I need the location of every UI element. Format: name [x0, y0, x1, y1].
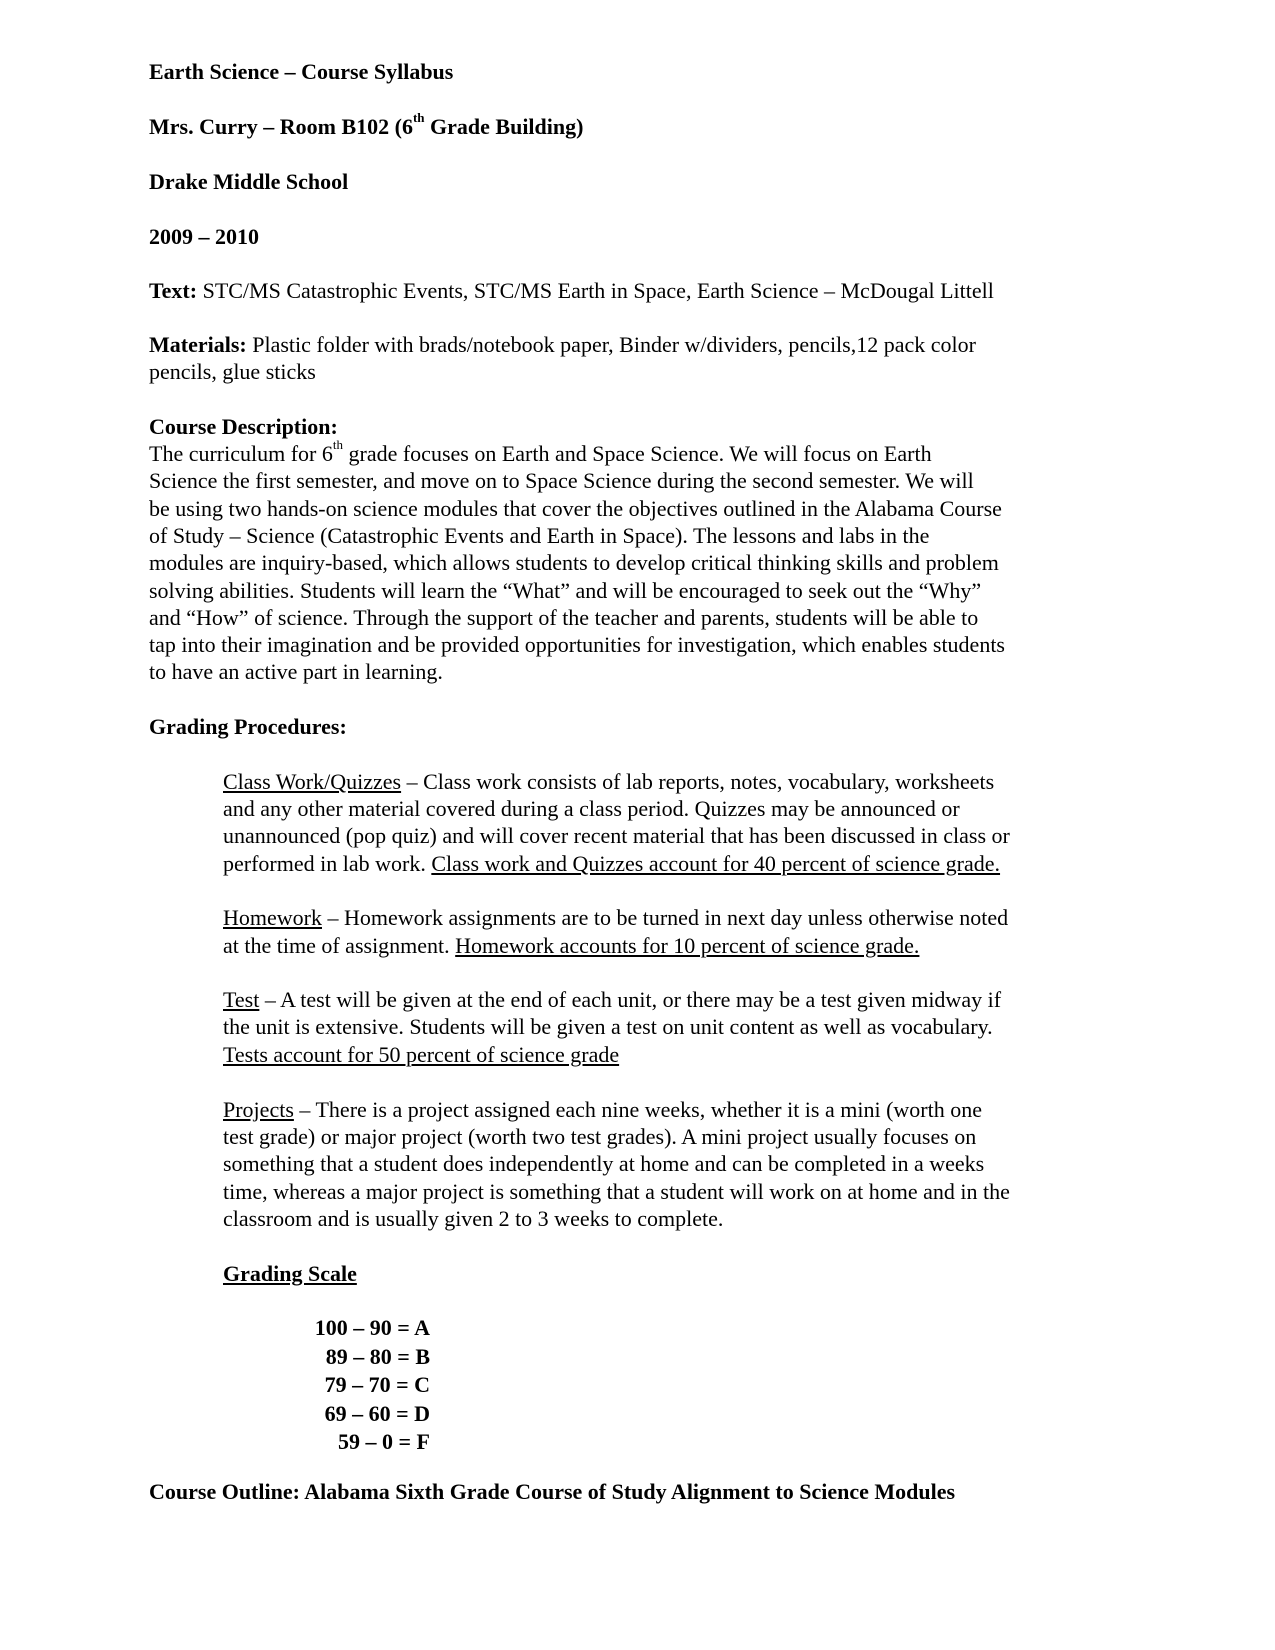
materials-value: Plastic folder with brads/notebook paper, Binder w/dividers, pencils,12 pack color [246, 332, 976, 357]
course-description-line: and “How” of science. Through the support of the teacher and parents, students will be able to [149, 605, 979, 630]
page-title: Earth Science – Course Syllabus [149, 59, 454, 84]
classwork-text: performed in lab work. [223, 851, 432, 876]
classwork-line: and any other material covered during a class period. Quizzes may be announced or [223, 796, 960, 821]
projects-line: test grade) or major project (worth two test grades). A mini project usually focuses on [223, 1124, 977, 1149]
homework-label: Homework [223, 905, 322, 930]
teacher-room-suffix: Grade Building) [424, 114, 584, 139]
projects-text: – There is a project assigned each nine weeks, whether it is a mini (worth one [293, 1097, 982, 1122]
desc-line-end: grade focuses on Earth and Space Science. We will focus on Earth [343, 441, 932, 466]
school-year: 2009 – 2010 [149, 224, 259, 249]
homework-line [223, 932, 919, 960]
grading-procedures-heading: Grading Procedures: [149, 714, 347, 739]
projects-line [223, 1096, 982, 1124]
school-name: Drake Middle School [149, 169, 349, 194]
grading-scale-row: 59 – 0 = F [338, 1429, 430, 1454]
projects-line: classroom and is usually given 2 to 3 weeks to complete. [223, 1206, 724, 1231]
classwork-text: – Class work consists of lab reports, notes, vocabulary, worksheets [401, 769, 995, 794]
classwork-line: unannounced (pop quiz) and will cover recent material that has been discussed in class or [223, 823, 1010, 848]
homework-text: – Homework assignments are to be turned in next day unless otherwise noted [321, 905, 1009, 930]
teacher-room-sup: th [412, 110, 425, 125]
test-label: Test [223, 987, 260, 1012]
desc-sup: th [332, 437, 343, 452]
grading-scale-row: 100 – 90 = A [314, 1315, 430, 1340]
test-line: the unit is extensive. Students will be given a test on unit content as well as vocabulary. [223, 1014, 993, 1039]
classwork-weight: Class work and Quizzes account for 40 percent of science grade. [431, 851, 1001, 876]
desc-line-start: The curriculum for 6 [149, 441, 333, 466]
course-description-line: Science the first semester, and move on to Space Science during the second semester. We will [149, 468, 974, 493]
grading-scale-table [290, 1314, 430, 1457]
materials-label: Materials: [149, 332, 247, 357]
text-value: STC/MS Catastrophic Events, STC/MS Earth in Space, Earth Science – McDougal Littell [197, 278, 994, 303]
classwork-line [223, 850, 1000, 878]
course-description-line: modules are inquiry-based, which allows students to develop critical thinking skills and problem [149, 550, 999, 575]
homework-line [223, 904, 1008, 932]
materials-line-2: pencils, glue sticks [149, 359, 316, 384]
teacher-room-line [149, 110, 584, 141]
course-description-line: be using two hands-on science modules that cover the objectives outlined in the Alabama Course [149, 496, 1002, 521]
homework-text: at the time of assignment. [223, 933, 456, 958]
course-description-line: to have an active part in learning. [149, 659, 443, 684]
course-description-line [149, 437, 932, 468]
projects-label: Projects [223, 1097, 294, 1122]
course-description-line: of Study – Science (Catastrophic Events and Earth in Space). The lessons and labs in the [149, 523, 930, 548]
materials-line-1 [149, 331, 976, 359]
homework-weight: Homework accounts for 10 percent of science grade. [455, 933, 920, 958]
classwork-line [223, 768, 994, 796]
grading-scale-row: 69 – 60 = D [324, 1400, 430, 1426]
test-text: – A test will be given at the end of each unit, or there may be a test given midway if [259, 987, 1002, 1012]
projects-line: time, whereas a major project is something that a student will work on at home and in the [223, 1179, 1010, 1204]
text-line [149, 277, 994, 305]
classwork-label: Class Work/Quizzes [223, 769, 402, 794]
grading-scale-row: 79 – 70 = C [324, 1372, 430, 1397]
course-description-line: tap into their imagination and be provided opportunities for investigation, which enables students [149, 632, 1005, 657]
test-weight: Tests account for 50 percent of science grade [223, 1042, 620, 1067]
test-line [223, 986, 1001, 1014]
grading-scale-heading: Grading Scale [223, 1261, 357, 1286]
teacher-room-prefix: Mrs. Curry – Room B102 (6 [149, 114, 413, 139]
projects-line: something that a student does independently at home and can be completed in a weeks [223, 1151, 985, 1176]
course-description-heading: Course Description: [149, 414, 338, 439]
course-description-line: solving abilities. Students will learn the “What” and will be encouraged to seek out the “Why” [149, 578, 982, 603]
course-outline-heading: Course Outline: Alabama Sixth Grade Course of Study Alignment to Science Modules [149, 1479, 956, 1504]
grading-scale-row: 89 – 80 = B [325, 1343, 430, 1369]
text-label: Text: [149, 278, 198, 303]
